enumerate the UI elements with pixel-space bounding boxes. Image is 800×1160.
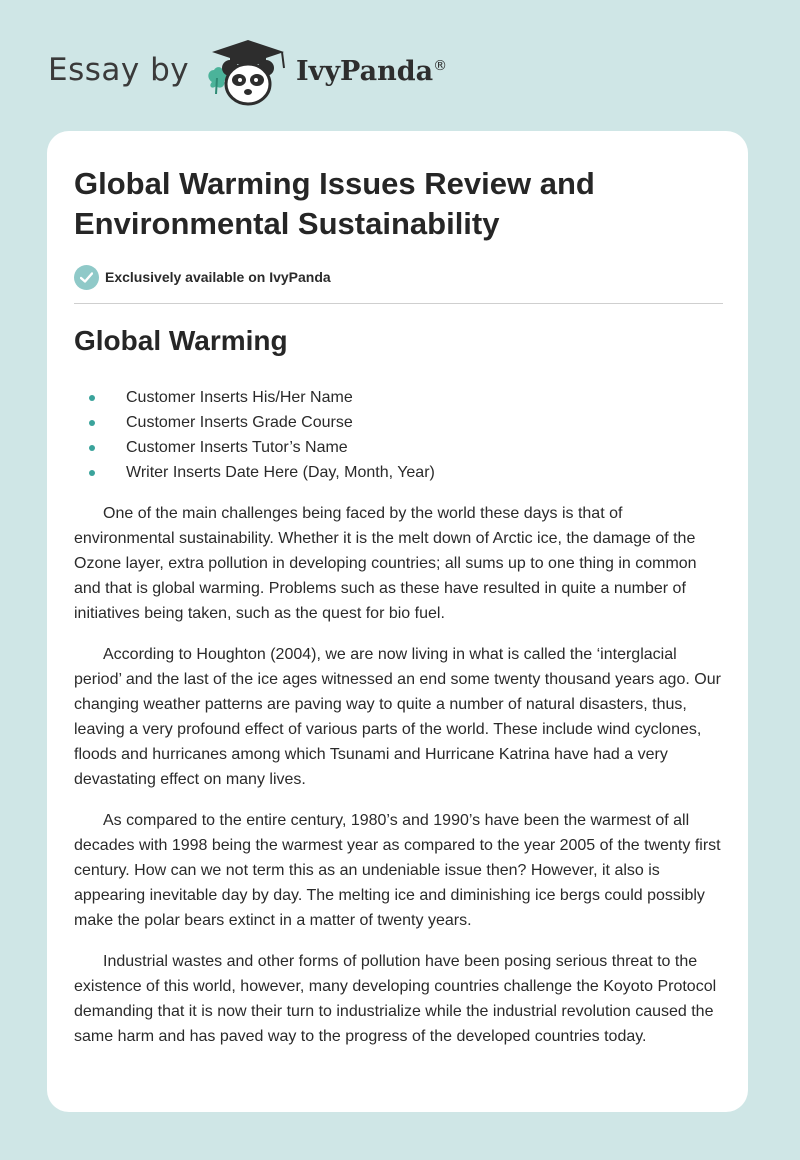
- author-info-list: [87, 385, 687, 485]
- bullet-icon: [89, 395, 95, 401]
- list-item: [87, 460, 687, 485]
- list-item: [87, 385, 687, 410]
- list-item-text: Customer Inserts His/Her Name: [126, 389, 353, 406]
- paragraph: Industrial wastes and other forms of pollution have been posing serious threat to the existence of this world, however, many developing countries challenge the Koyoto Protocol demanding that it is now their turn to industrialize while the industrial revolution caused the same harm and has paved way to the progress of the developed countries today.: [74, 953, 717, 1045]
- registered-mark: ®: [433, 58, 448, 74]
- paragraph: As compared to the entire century, 1980’s and 1990’s have been the warmest of all decades with 1998 being the warmest year as compared to the year 2005 of the twenty first century. How can we not term this as an undeniable issue then? However, it also is appearing inevitable day by day. The melting ice and diminishing ice bergs could possibly make the polar bears extinct in a matter of twenty years.: [74, 812, 721, 929]
- paragraph: One of the main challenges being faced by the world these days is that of environmental sustainability. Whether it is the melt down of Arctic ice, the damage of the Ozone layer, extra pollution in developing countries; all sums up to one thing in common and that is global warming. Problems such as these have resulted in quite a number of initiatives being taken, such as the quest for bio fuel.: [74, 505, 697, 622]
- exclusive-badge: [74, 264, 331, 290]
- site-header: [48, 38, 548, 108]
- paragraph: According to Houghton (2004), we are now living in what is called the ‘interglacial period’ and the last of the ice ages witnessed an end some twenty thousand years ago. Our changing weather patterns are paving way to quite a number of natural disasters, thus, leaving a very profound effect of various parts of the world. These include wind cyclones, floods and hurricanes among which Tsunami and Hurricane Katrina have had a very devastating effect on many lives.: [74, 646, 721, 788]
- section-heading: Global Warming: [74, 325, 288, 356]
- list-item-text: Customer Inserts Tutor’s Name: [126, 439, 348, 456]
- bullet-icon: [89, 445, 95, 451]
- essay-title: Global Warming Issues Review and Environmental Sustainability: [74, 166, 595, 241]
- check-icon: [74, 265, 99, 290]
- essay-card: [47, 131, 748, 1112]
- exclusive-badge-label: Exclusively available on IvyPanda: [105, 269, 331, 285]
- list-item: [87, 410, 687, 435]
- ivypanda-logo-icon[interactable]: [204, 38, 292, 108]
- list-item: [87, 435, 687, 460]
- list-item-text: Customer Inserts Grade Course: [126, 414, 353, 431]
- divider: [74, 303, 723, 304]
- bullet-icon: [89, 420, 95, 426]
- essay-by-label: Essay by: [48, 52, 190, 88]
- brand-label: IvyPanda: [296, 56, 434, 87]
- bullet-icon: [89, 470, 95, 476]
- list-item-text: Writer Inserts Date Here (Day, Month, Year): [126, 464, 435, 481]
- brand-name[interactable]: [296, 56, 447, 87]
- essay-body: [74, 501, 726, 1065]
